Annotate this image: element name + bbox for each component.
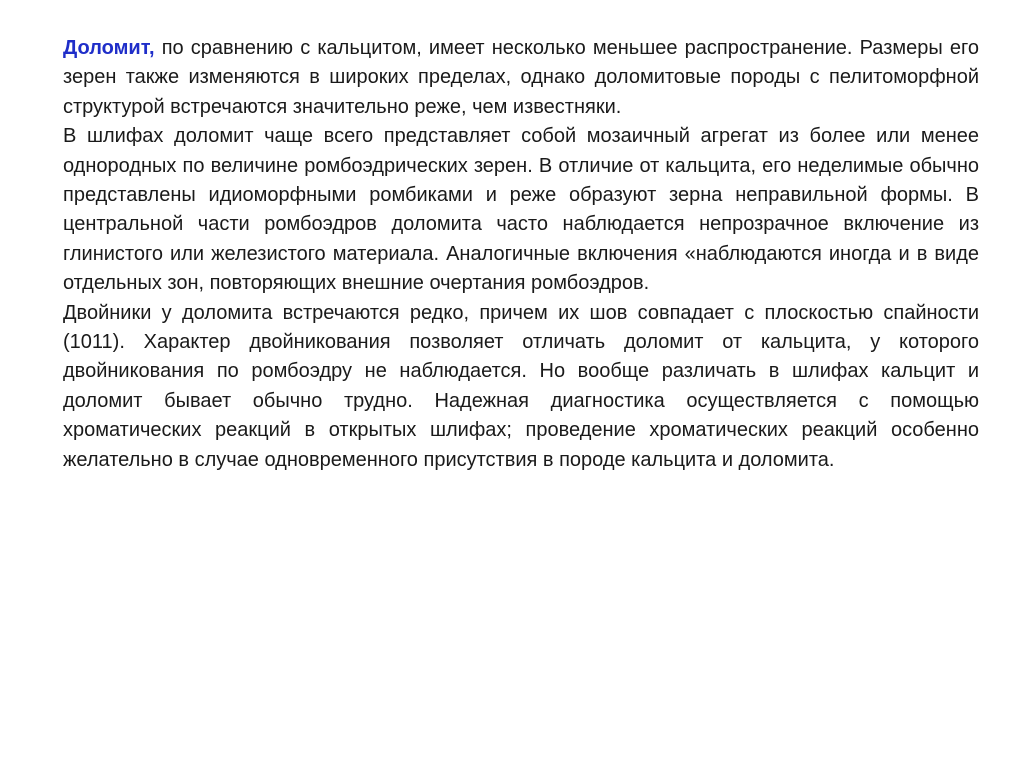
paragraph-2-text: В шлифах доломит чаще всего представляет собой мозаичный агрегат из более или менее однородных по величине ромбоэдрических зерен. В отличие от кальцита, его неделимые обычно представлены идиоморфными ромбиками и реже образуют зерна неправильной формы. В центральной части ромбоэдров доломита часто наблюдается непрозрачное включение из глинистого или железистого материала. Аналогичные включения «наблюдаются иногда и в виде отдельных зон, повторяющих внешние очертания ромбоэдров. (63, 125, 979, 295)
paragraph-1-text: по сравнению с кальцитом, имеет несколько меньшее распространение. Размеры его зерен также изменяются в широких пределах, однако доломитовые породы с пелитоморфной структурой встречаются значительно реже, чем известняки. (63, 37, 979, 118)
paragraph-3 (63, 299, 979, 475)
term-dolomite: Доломит, (63, 37, 155, 59)
paragraph-2 (63, 122, 979, 298)
paragraph-1 (63, 34, 979, 122)
slide-text-block (63, 34, 979, 475)
paragraph-3-text: Двойники у доломита встречаются редко, причем их шов совпадает с плоскостью спайности (1011). Характер двойникования позволяет отличать доломит от кальцита, у которого двойникования по ромбоэдру не наблюдается. Но вообще различать в шлифах кальцит и доломит бывает обычно трудно. Надежная диагностика осуществляется с помощью хроматических реакций в открытых шлифах; проведение хроматических реакций особенно желательно в случае одновременного присутствия в породе кальцита и доломита. (63, 301, 979, 471)
